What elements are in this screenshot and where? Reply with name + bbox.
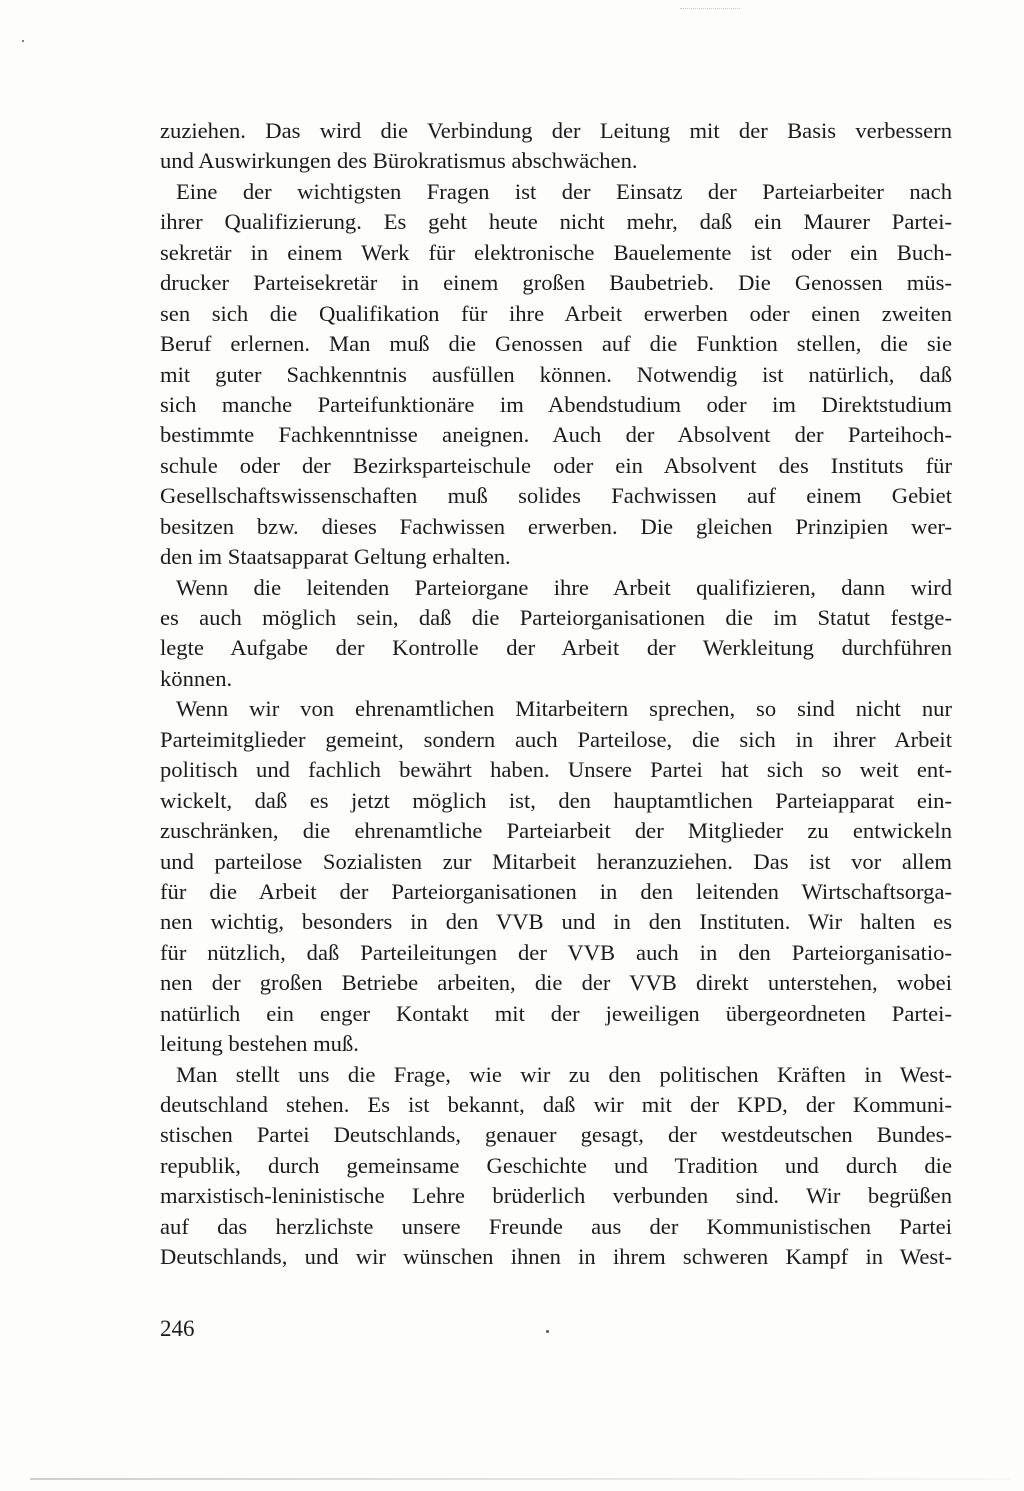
body-text — [160, 116, 952, 1273]
text-line: schule oder der Bezirksparteischule oder ein Absolvent des Instituts für — [160, 452, 952, 478]
text-line: Beruf erlernen. Man muß die Genossen auf die Funktion stellen, die sie — [160, 331, 952, 357]
text-line: auf das herzlichste unsere Freunde aus der Kommunistischen Partei — [160, 1213, 952, 1239]
text-line: mit guter Sachkenntnis ausfüllen können. Notwendig ist natürlich, daß — [160, 361, 952, 387]
text-line: nen wichtig, besonders in den VVB und in den Instituten. Wir halten es — [160, 909, 952, 935]
text-line: Deutschlands, und wir wünschen ihnen in ihrem schweren Kampf in West- — [160, 1244, 952, 1270]
text-line: und parteilose Sozialisten zur Mitarbeit heranzuziehen. Das ist vor allem — [160, 848, 952, 874]
text-line: drucker Parteisekretär in einem großen Baubetrieb. Die Genossen müs- — [160, 270, 952, 296]
text-line: für die Arbeit der Parteiorganisationen in den leitenden Wirtschaftsorga- — [160, 878, 952, 904]
text-line: wickelt, daß es jetzt möglich ist, den hauptamtlichen Parteiapparat ein- — [160, 787, 952, 813]
text-line: Gesellschaftswissenschaften muß solides Fachwissen auf einem Gebiet — [160, 483, 952, 509]
text-line: stischen Partei Deutschlands, genauer gesagt, der westdeutschen Bundes- — [160, 1122, 952, 1148]
text-line: republik, durch gemeinsame Geschichte und Tradition und durch die — [160, 1152, 952, 1178]
text-line: und Auswirkungen des Bürokratismus abschwächen. — [160, 148, 638, 174]
text-line: können. — [160, 665, 233, 691]
text-line: natürlich ein enger Kontakt mit der jeweiligen übergeordneten Partei- — [160, 1000, 952, 1026]
page-edge — [30, 1478, 1010, 1480]
text-line: Man stellt uns die Frage, wie wir zu den politischen Kräften in West- — [176, 1061, 952, 1087]
text-line: ihrer Qualifizierung. Es geht heute nicht mehr, daß ein Maurer Partei- — [160, 209, 952, 235]
text-line: legte Aufgabe der Kontrolle der Arbeit der Werkleitung durchführen — [160, 635, 952, 661]
text-line: marxistisch-leninistische Lehre brüderlich verbunden sind. Wir begrüßen — [160, 1183, 952, 1209]
text-line: deutschland stehen. Es ist bekannt, daß wir mit der KPD, der Kommuni- — [160, 1092, 952, 1117]
text-line: nen der großen Betriebe arbeiten, die der VVB direkt unterstehen, wobei — [160, 970, 952, 996]
text-line: sekretär in einem Werk für elektronische Bauelemente ist oder ein Buch- — [160, 239, 952, 265]
text-line: Wenn wir von ehrenamtlichen Mitarbeitern sprechen, so sind nicht nur — [176, 696, 952, 722]
text-line: Parteimitglieder gemeint, sondern auch Parteilose, die sich in ihrer Arbeit — [160, 726, 952, 752]
scan-speck — [22, 40, 24, 42]
text-line: leitung bestehen muß. — [160, 1031, 359, 1057]
text-line: für nützlich, daß Parteileitungen der VVB auch in den Parteiorganisatio- — [160, 939, 952, 965]
text-line: es auch möglich sein, daß die Parteiorganisationen die im Statut festge- — [160, 605, 952, 630]
text-line: besitzen bzw. dieses Fachwissen erwerben. Die gleichen Prinzipien wer- — [160, 513, 952, 539]
text-line: sich manche Parteifunktionäre im Abendstudium oder im Direktstudium — [160, 391, 952, 417]
text-line: Wenn die leitenden Parteiorgane ihre Arbeit qualifizieren, dann wird — [176, 574, 952, 600]
text-line: zuschränken, die ehrenamtliche Parteiarbeit der Mitglieder zu entwickeln — [160, 818, 952, 844]
text-line: Eine der wichtigsten Fragen ist der Einsatz der Parteiarbeiter nach — [176, 178, 952, 204]
text-line: den im Staatsapparat Geltung erhalten. — [160, 544, 511, 570]
page-number: 246 — [160, 1316, 195, 1341]
text-line: sen sich die Qualifikation für ihre Arbeit erwerben oder einen zweiten — [160, 300, 952, 326]
scan-artifact — [680, 0, 740, 9]
text-line: bestimmte Fachkenntnisse aneignen. Auch der Absolvent der Parteihoch- — [160, 422, 952, 448]
text-line: zuziehen. Das wird die Verbindung der Leitung mit der Basis verbessern — [160, 118, 952, 143]
scan-speck — [546, 1330, 549, 1333]
text-line: politisch und fachlich bewährt haben. Unsere Partei hat sich so weit ent- — [160, 757, 952, 783]
